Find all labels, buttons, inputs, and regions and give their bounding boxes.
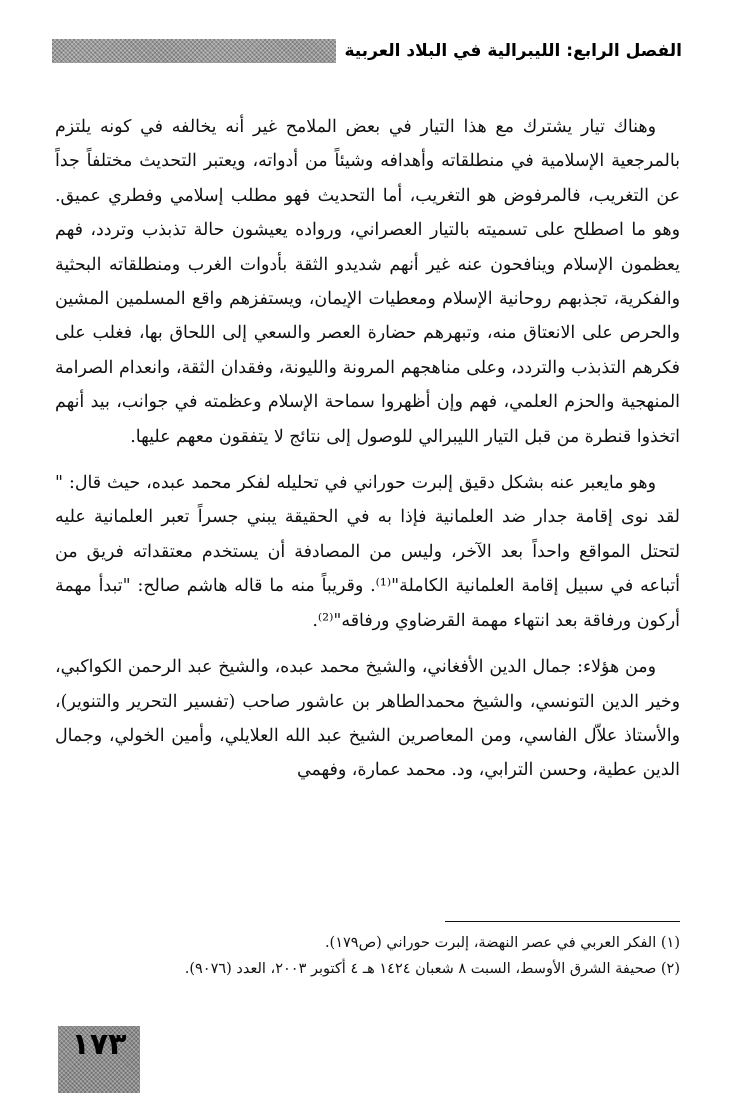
paragraph: ومن هؤلاء: جمال الدين الأفغاني، والشيخ محمد عبده، والشيخ عبد الرحمن الكواكبي، وخير الدين التونسي، والشيخ محمدالطاهر بن عاشور صاحب (تفسير التحرير والتنوير)، والأستاذ علاّل الفاسي، ومن المعاصرين الشيخ عبد الله العلايلي، وأمين الخولي، وجمال الدين عطية، وحسن الترابي، ود. محمد عمارة، وفهمي [55, 657, 680, 781]
main-text [55, 110, 680, 788]
running-header [52, 38, 682, 64]
footnotes [55, 930, 680, 982]
header-decorative-bar [52, 39, 336, 63]
chapter-title: الفصل الرابع: الليبرالية في البلاد العربية [344, 41, 682, 61]
paragraph: وهناك تيار يشترك مع هذا التيار في بعض الملامح غير أنه يخالفه في كونه يلتزم بالمرجعية الإسلامية في منطلقاته وأهدافه وشيئاً من أدواته، ويعتبر التحديث مختلفاً جداً عن التغريب، فالمرفوض هو التغريب، أما التحديث فهو مطلب إسلامي وفطري عميق. وهو ما اصطلح على تسميته بالتيار العصراني، ورواده يعيشون حالة تذبذب وتردد، فهم يعظمون الإسلام وينافحون عنه غير أنهم شديدو الثقة بأدوات الغرب ومنطلقاته البحثية والفكرية، تجذبهم روحانية الإسلام ومعطيات الإيمان، ويستفزهم واقع المسلمين المشين والحرص على الانعتاق منه، وتبهرهم حضارة العصر والسعي إلى اللحاق بها، فغلب على فكرهم التذبذب والتردد، وعلى مناهجهم المرونة والليونة، وفقدان الثقة، وانعدام الصرامة المنهجية والحزم العلمي، فهم وإن أظهروا سماحة الإسلام وعظمته في جوانب، بيد أنهم اتخذوا قنطرة من قبل التيار الليبرالي للوصول إلى نتائج لا يتفقون معهم عليها. [55, 117, 680, 447]
footnote: (٢) صحيفة الشرق الأوسط، السبت ٨ شعبان ١٤٢٤ هـ ٤ أكتوبر ٢٠٠٣، العدد (٩٠٧٦). [184, 961, 680, 977]
page-number-box [58, 1026, 140, 1093]
footnote-separator [445, 921, 680, 922]
footnote: (١) الفكر العربي في عصر النهضة، إلبرت حوراني (ص١٧٩). [324, 935, 680, 951]
paragraph: وهو مايعبر عنه بشكل دقيق إلبرت حوراني في تحليله لفكر محمد عبده، حيث قال: " لقد نوى إقامة جدار ضد العلمانية فإذا به في الحقيقة يبني جسراً تعبر العلمانية عليه لتحتل المواقع واحداً بعد الآخر، وليس من المصادفة أن يستخدم معتقداته فريق من أتباعه في سبيل إقامة العلمانية الكاملة"⁽¹⁾. وقريباً منه ما قاله هاشم صالح: "تبدأ مهمة أركون ورفاقة بعد انتهاء مهمة القرضاوي ورفاقه"⁽²⁾. [55, 473, 680, 631]
page-number: ١٧٣ [71, 1027, 127, 1062]
